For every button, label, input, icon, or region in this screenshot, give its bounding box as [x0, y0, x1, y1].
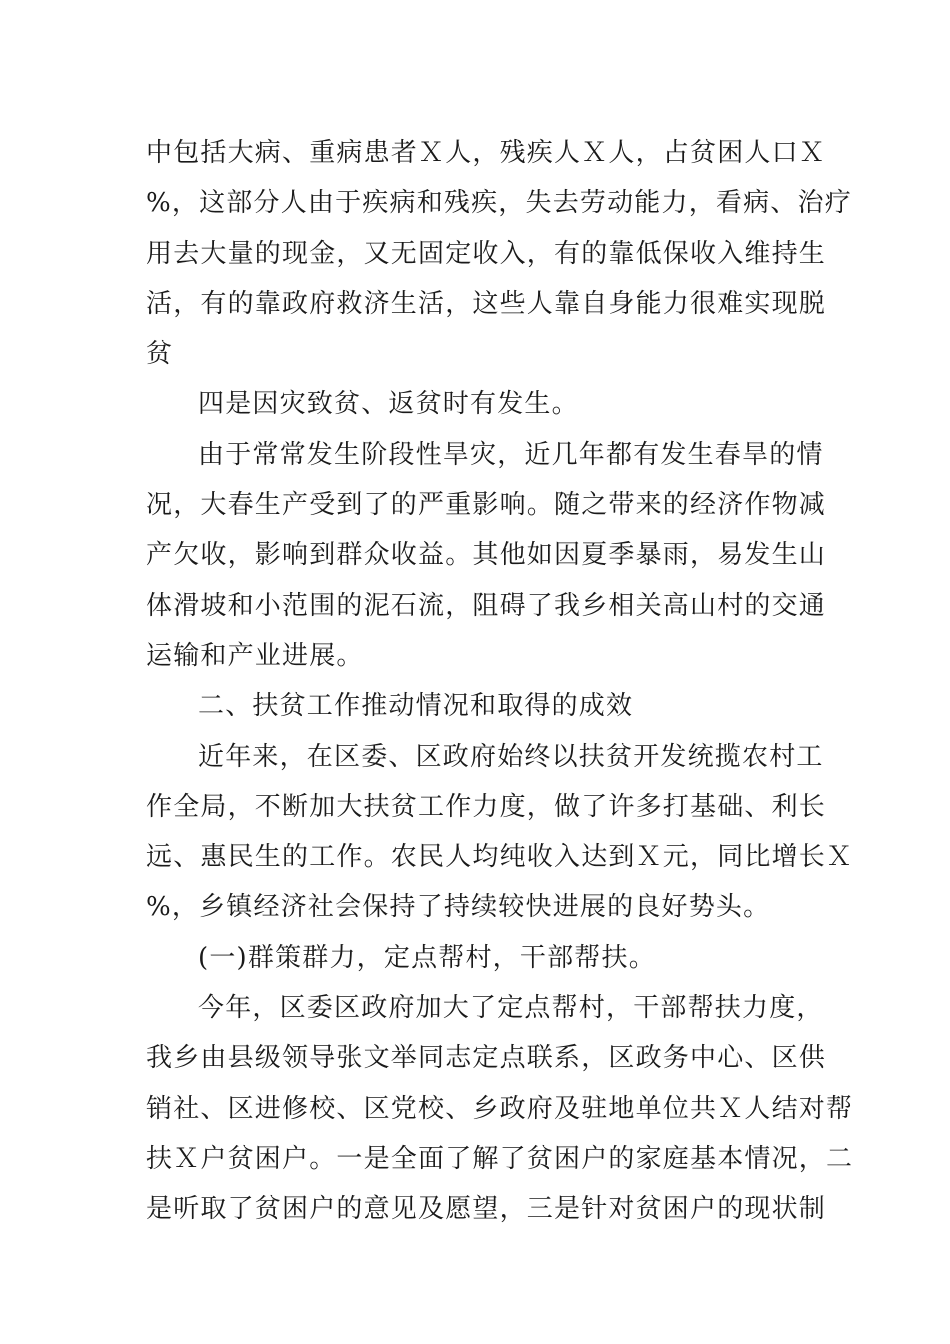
text-line: 销社、区进修校、区党校、乡政府及驻地单位共Ｘ人结对帮 — [146, 1093, 854, 1124]
document-page — [146, 128, 854, 1235]
section-heading-two — [146, 681, 808, 731]
paragraph-drought — [146, 430, 827, 681]
text-line: 作全局，不断加大扶贫工作力度，做了许多打基础、利长 — [146, 791, 827, 822]
text-line: 运输和产业进展。 — [146, 640, 364, 671]
text-line: 扶Ｘ户贫困户。一是全面了解了贫困户的家庭基本情况，二 — [146, 1143, 854, 1174]
text-line: 近年来，在区委、区政府始终以扶贫开发统揽农村工 — [198, 741, 824, 772]
text-line: 中包括大病、重病患者Ｘ人，残疾人Ｘ人，占贫困人口Ｘ — [146, 138, 827, 168]
text-line: 贫 — [146, 339, 174, 370]
text-line: 况，大春生产受到了的严重影响。随之带来的经济作物减 — [146, 490, 827, 521]
text-line: 由于常常发生阶段性旱灾，近几年都有发生春旱的情 — [198, 439, 824, 470]
paragraph-heading-disaster — [146, 379, 808, 429]
text-line: 是听取了贫困户的意见及愿望，三是针对贫困户的现状制 — [146, 1194, 827, 1225]
text-line: 产欠收，影响到群众收益。其他如因夏季暴雨，易发生山 — [146, 540, 827, 571]
text-line: 我乡由县级领导张文举同志定点联系，区政务中心、区供 — [146, 1043, 827, 1074]
text-line: %，乡镇经济社会保持了持续较快进展的良好势头。 — [146, 892, 771, 923]
paragraph-recent-years — [146, 732, 854, 933]
text-line: 体滑坡和小范围的泥石流，阻碍了我乡相关高山村的交通 — [146, 590, 827, 621]
text-line: 二、扶贫工作推动情况和取得的成效 — [198, 691, 634, 722]
text-line: 远、惠民生的工作。农民人均纯收入达到Ｘ元，同比增长Ｘ — [146, 842, 854, 873]
subsection-heading-one — [146, 933, 808, 983]
text-line: %，这部分人由于疾病和残疾，失去劳动能力，看病、治疗 — [146, 188, 852, 219]
paragraph-illness-poverty — [146, 128, 852, 379]
text-line: 四是因灾致贫、返贫时有发生。 — [198, 389, 579, 420]
paragraph-this-year — [146, 983, 854, 1234]
text-line: (一)群策群力，定点帮村，干部帮扶。 — [198, 942, 656, 973]
text-line: 用去大量的现金，又无固定收入，有的靠低保收入维持生 — [146, 238, 827, 269]
text-line: 今年，区委区政府加大了定点帮村，干部帮扶力度， — [198, 993, 824, 1024]
text-line: 活，有的靠政府救济生活，这些人靠自身能力很难实现脱 — [146, 288, 827, 319]
